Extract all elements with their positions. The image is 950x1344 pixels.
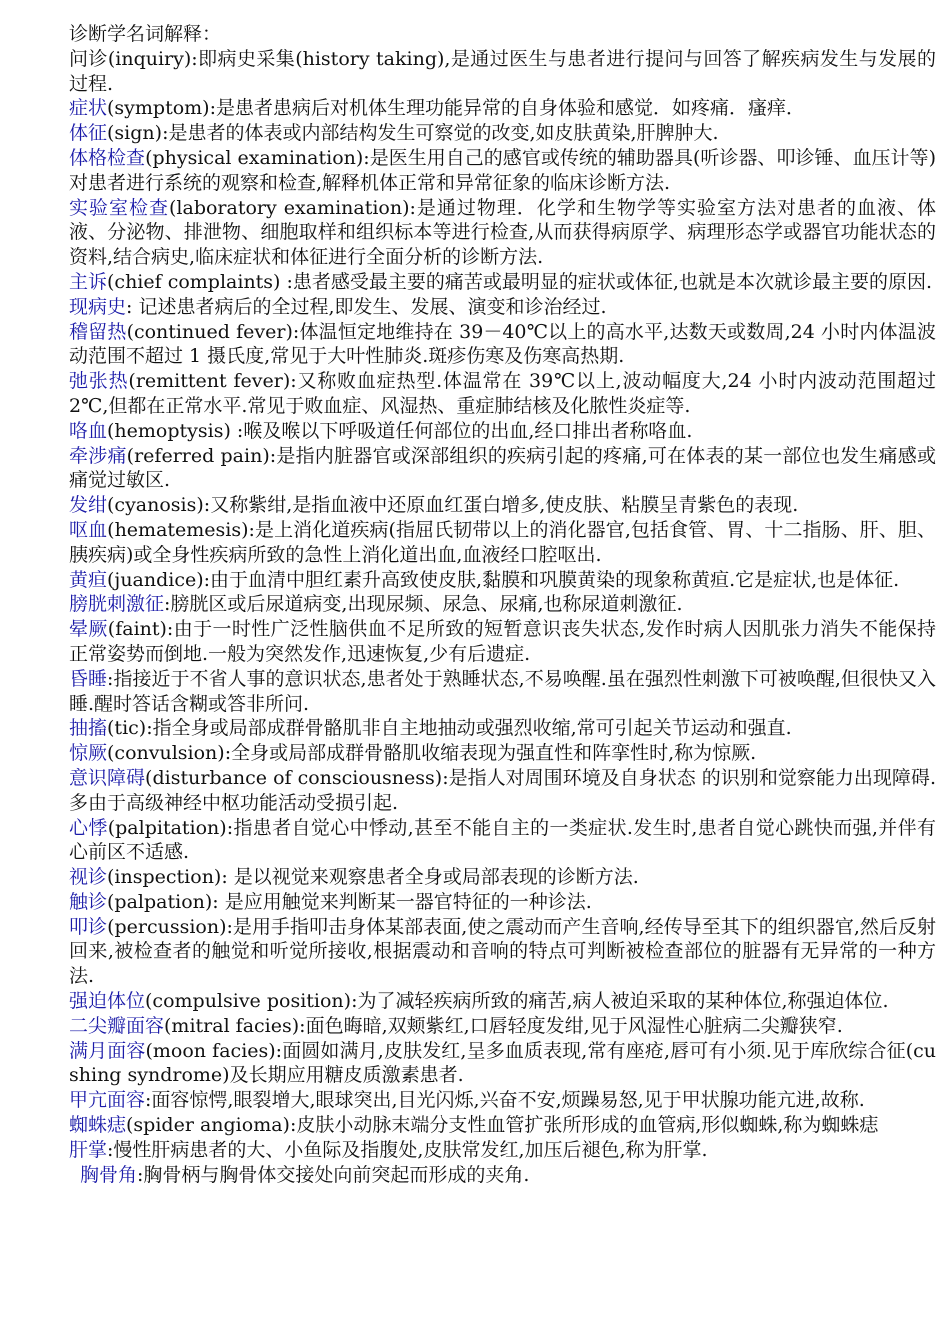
glossary-definition: :指接近于不省人事的意识状态,患者处于熟睡状态,不易唤醒.虽在强烈性刺激下可被唤醒,但很快又入睡.醒时答话含糊或答非所问. <box>69 667 936 715</box>
glossary-term: 胸骨角 <box>80 1163 138 1186</box>
glossary-entry <box>69 295 936 320</box>
glossary-term: 稽留热 <box>69 320 127 343</box>
glossary-definition: (referred pain):是指内脏器官或深部组织的疾病引起的疼痛,可在体表的某一部位也发生痛感或痛觉过敏区. <box>69 444 936 492</box>
glossary-term: 主诉 <box>69 270 108 293</box>
glossary-definition: (laboratory examination):是通过物理．化学和生物学等实验室方法对患者的血液、体液、分泌物、排泄物、细胞取样和组织标本等进行检查,从而获得病原学、病理形态学或器官功能状态的资料,结合病史,临床症状和体征进行全面分析的诊断方法. <box>69 196 936 269</box>
glossary-entry <box>69 890 936 915</box>
glossary-definition: :面容惊愕,眼裂增大,眼球突出,目光闪烁,兴奋不安,烦躁易怒,见于甲状腺功能亢进,故称. <box>145 1089 865 1112</box>
glossary-term: 牵涉痛 <box>69 444 127 467</box>
glossary-list <box>69 47 936 1188</box>
glossary-entry <box>69 568 936 593</box>
glossary-entry <box>69 617 936 667</box>
glossary-entry <box>69 1138 936 1163</box>
glossary-term: 二尖瓣面容 <box>69 1014 165 1037</box>
glossary-term: 晕厥 <box>69 618 108 641</box>
glossary-definition: (spider angioma):皮肤小动脉末端分支性血管扩张所形成的血管病,形似蜘蛛,称为蜘蛛痣 <box>126 1114 879 1137</box>
glossary-entry <box>69 915 936 989</box>
glossary-definition: :慢性肝病患者的大、小鱼际及指腹处,皮肤常发红,加压后褪色,称为肝掌. <box>107 1138 708 1161</box>
glossary-definition: (inspection): 是以视觉来观察患者全身或局部表现的诊断方法. <box>107 866 639 889</box>
glossary-term: 甲亢面容 <box>69 1089 146 1112</box>
glossary-term: 问诊 <box>69 47 108 70</box>
glossary-definition: (inquiry):即病史采集(history taking),是通过医生与患者进行提问与回答了解疾病发生与发展的过程. <box>69 47 936 95</box>
glossary-entry <box>69 592 936 617</box>
glossary-entry <box>69 96 936 121</box>
glossary-definition: (sign):是患者的体表或内部结构发生可察觉的改变,如皮肤黄染,肝脾肿大. <box>107 122 719 145</box>
glossary-entry <box>69 816 936 866</box>
glossary-definition: (hemoptysis) :喉及喉以下呼吸道任何部位的出血,经口排出者称咯血. <box>107 419 693 442</box>
glossary-definition: (convulsion):全身或局部成群骨骼肌收缩表现为强直性和阵挛性时,称为惊厥. <box>107 742 757 765</box>
glossary-entry <box>69 1014 936 1039</box>
glossary-definition: (cyanosis):又称紫绀,是指血液中还原血红蛋白增多,使皮肤、粘膜呈青紫色的表现. <box>107 494 799 517</box>
glossary-entry <box>69 369 936 419</box>
glossary-definition: (disturbance of consciousness):是指人对周围环境及自身状态 的识别和觉察能力出现障碍.多由于高级神经中枢功能活动受损引起. <box>69 766 936 814</box>
glossary-definition: :膀胱区或后尿道病变,出现尿频、尿急、尿痛,也称尿道刺激征. <box>164 593 683 616</box>
glossary-entry <box>69 47 936 97</box>
glossary-term: 现病史 <box>69 295 127 318</box>
glossary-entry <box>69 444 936 494</box>
glossary-term: 叩诊 <box>69 915 108 938</box>
glossary-entry <box>69 1113 936 1138</box>
glossary-definition: (chief complaints) :患者感受最主要的痛苦或最明显的症状或体征,也就是本次就诊最主要的原因. <box>107 270 932 293</box>
glossary-term: 心悸 <box>69 816 108 839</box>
glossary-definition: (tic):指全身或局部成群骨骼肌非自主地抽动或强烈收缩,常可引起关节运动和强直. <box>107 717 792 740</box>
glossary-term: 体征 <box>69 122 108 145</box>
glossary-term: 意识障碍 <box>69 766 146 789</box>
document-title: 诊断学名词解释： <box>69 23 222 45</box>
glossary-definition: (moon facies):面圆如满月,皮肤发红,呈多血质表现,常有座疮,唇可有小须.见于库欣综合征(cushing syndrome)及长期应用糖皮质激素患者. <box>69 1039 936 1087</box>
glossary-term: 强迫体位 <box>69 990 146 1013</box>
glossary-entry <box>69 741 936 766</box>
glossary-definition: (palpation): 是应用触觉来判断某一器官特征的一种诊法. <box>107 890 592 913</box>
glossary-term: 抽搐 <box>69 717 108 740</box>
glossary-term: 肝掌 <box>69 1138 108 1161</box>
glossary-term: 咯血 <box>69 419 108 442</box>
glossary-entry <box>69 419 936 444</box>
glossary-definition: (symptom):是患者患病后对机体生理功能异常的自身体验和感觉．如疼痛．瘙痒． <box>107 97 805 120</box>
glossary-entry <box>69 865 936 890</box>
glossary-definition: (faint):由于一时性广泛性脑供血不足所致的短暂意识丧失状态,发作时病人因肌张力消失不能保持正常姿势而倒地.一般为突然发作,迅速恢复,少有后遗症. <box>69 618 936 665</box>
glossary-term: 昏睡 <box>69 667 108 690</box>
glossary-term: 黄疸 <box>69 568 108 591</box>
glossary-term: 触诊 <box>69 890 108 913</box>
glossary-entry <box>69 766 936 816</box>
glossary-definition: :胸骨柄与胸骨体交接处向前突起而形成的夹角. <box>137 1163 530 1186</box>
glossary-definition: (palpitation):指患者自觉心中悸动,甚至不能自主的一类症状.发生时,患者自觉心跳快而强,并伴有心前区不适感. <box>69 816 936 864</box>
glossary-definition: (mitral facies):面色晦暗,双颊紫红,口唇轻度发绀,见于风湿性心脏病二尖瓣狭窄. <box>164 1014 843 1037</box>
glossary-entry <box>69 989 936 1014</box>
glossary-definition: (physical examination):是医生用自己的感官或传统的辅助器具(听诊器、叩诊锤、血压计等)对患者进行系统的观察和检查,解释机体正常和异常征象的临床诊断方法. <box>69 146 936 194</box>
glossary-entry <box>69 196 936 270</box>
glossary-term: 蜘蛛痣 <box>69 1114 127 1137</box>
glossary-entry <box>69 146 936 196</box>
glossary-entry <box>69 1163 936 1188</box>
glossary-term: 实验室检查 <box>69 196 170 219</box>
glossary-term: 呕血 <box>69 518 108 541</box>
glossary-term: 膀胱刺激征 <box>69 593 165 616</box>
glossary-term: 视诊 <box>69 866 108 889</box>
glossary-definition: (hematemesis):是上消化道疾病(指屈氏韧带以上的消化器官,包括食管、胃、十二指肠、肝、胆、胰疾病)或全身性疾病所致的急性上消化道出血,血液经口腔呕出. <box>69 518 936 566</box>
glossary-entry <box>69 716 936 741</box>
glossary-entry <box>69 270 936 295</box>
glossary-entry <box>69 1088 936 1113</box>
glossary-definition: (remittent fever):又称败血症热型.体温常在 39℃以上,波动幅度大,24 小时内波动范围超过 2℃,但都在正常水平.常见于败血症、风湿热、重症肺结核及化脓性炎症等. <box>69 370 936 417</box>
glossary-entry <box>69 1039 936 1089</box>
glossary-definition: (percussion):是用手指叩击身体某部表面,使之震动而产生音响,经传导至其下的组织器官,然后反射回来,被检查者的触觉和听觉所接收,根据震动和音响的特点可判断被检查部位的脏器有无异常的一种方法. <box>69 915 936 988</box>
glossary-term: 症状 <box>69 97 108 120</box>
glossary-entry <box>69 518 936 568</box>
glossary-term: 满月面容 <box>69 1039 146 1062</box>
glossary-entry <box>69 121 936 146</box>
glossary-term: 弛张热 <box>69 370 129 393</box>
glossary-definition: (juandice):由于血清中胆红素升高致使皮肤,黏膜和巩膜黄染的现象称黄疸.它是症状,也是体征. <box>107 568 900 591</box>
glossary-entry <box>69 320 936 370</box>
glossary-term: 发绀 <box>69 494 108 517</box>
glossary-entry <box>69 493 936 518</box>
glossary-term: 惊厥 <box>69 742 108 765</box>
glossary-definition: (continued fever):体温恒定地维持在 39－40℃以上的高水平,达数天或数周,24 小时内体温波动范围不超过 1 摄氏度,常见于大叶性肺炎.斑疹伤寒及伤寒高热期. <box>69 320 936 368</box>
glossary-term: 体格检查 <box>69 146 146 169</box>
glossary-definition: : 记述患者病后的全过程,即发生、发展、演变和诊治经过. <box>126 295 607 318</box>
glossary-entry <box>69 667 936 717</box>
glossary-definition: (compulsive position):为了减轻疾病所致的痛苦,病人被迫采取的某种体位,称强迫体位. <box>145 990 889 1013</box>
